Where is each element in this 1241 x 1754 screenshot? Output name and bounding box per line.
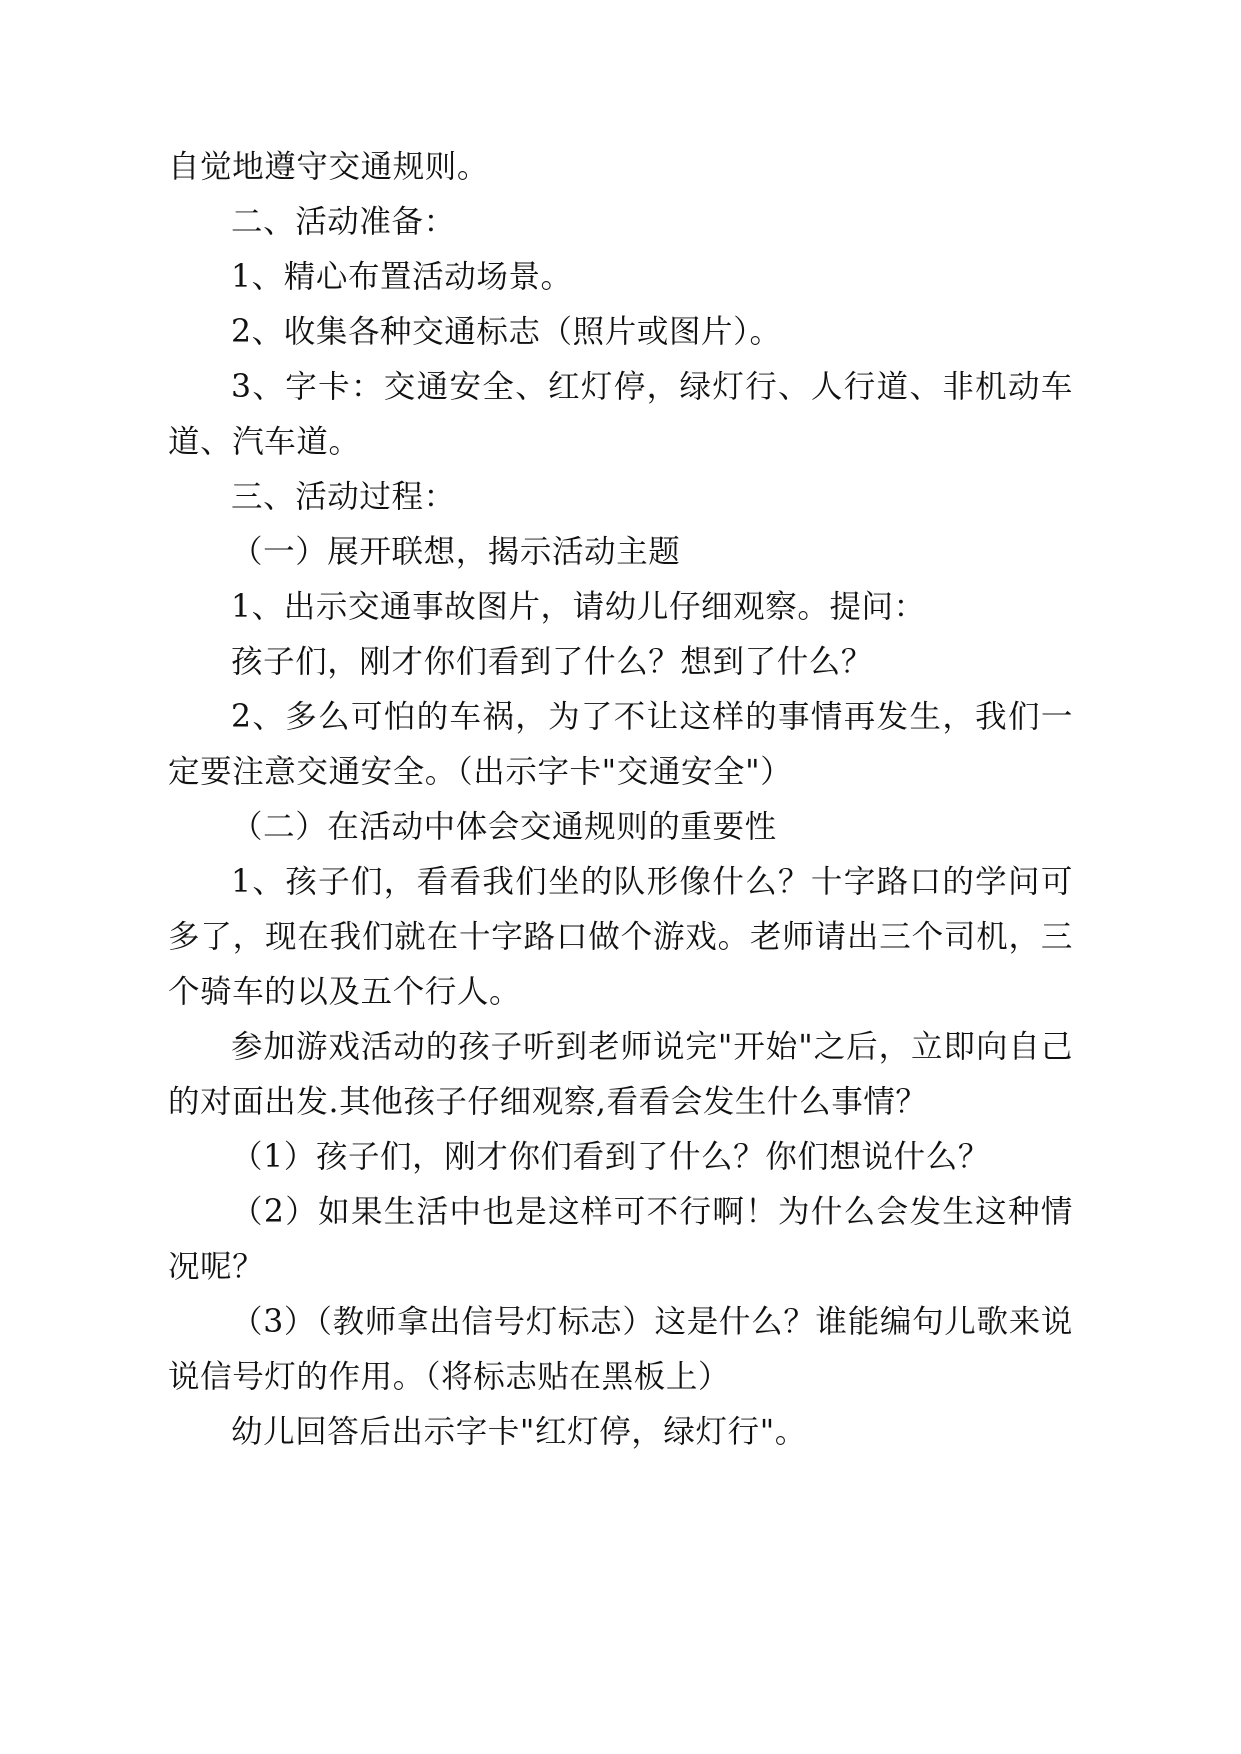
paragraph: 1、出示交通事故图片，请幼儿仔细观察。提问：	[231, 589, 926, 625]
paragraph: 1、孩子们，看看我们坐的队形像什么？十字路口的学问可多了，现在我们就在十字路口做个游戏。老师请出三个司机，三个骑车的以及五个行人。	[168, 864, 1073, 1010]
paragraph: 参加游戏活动的孩子听到老师说完"开始"之后，立即向自己的对面出发.其他孩子仔细观察,看看会发生什么事情？	[168, 1029, 1073, 1120]
paragraph: 2、多么可怕的车祸，为了不让这样的事情再发生，我们一定要注意交通安全。（出示字卡"交通安全"）	[168, 699, 1073, 790]
paragraph: 幼儿回答后出示字卡"红灯停，绿灯行"。	[231, 1414, 807, 1450]
paragraph: （1）孩子们，刚才你们看到了什么？你们想说什么？	[231, 1139, 990, 1175]
paragraph: 3、字卡：交通安全、红灯停，绿灯行、人行道、非机动车道、汽车道。	[168, 369, 1073, 460]
paragraph: （2）如果生活中也是这样可不行啊！为什么会发生这种情况呢？	[168, 1194, 1073, 1285]
paragraph: 2、收集各种交通标志（照片或图片）。	[231, 314, 782, 350]
paragraph: 三、活动过程：	[231, 479, 456, 515]
document-body	[168, 140, 1073, 1460]
paragraph: 二、活动准备：	[231, 204, 456, 240]
paragraph: 自觉地遵守交通规则。	[168, 149, 490, 185]
paragraph: （二）在活动中体会交通规则的重要性	[231, 809, 777, 845]
paragraph: 1、精心布置活动场景。	[231, 259, 573, 295]
paragraph: （一）展开联想，揭示活动主题	[231, 534, 681, 570]
paragraph: （3）（教师拿出信号灯标志）这是什么？谁能编句儿歌来说说信号灯的作用。（将标志贴在黑板上）	[168, 1304, 1073, 1395]
paragraph: 孩子们，刚才你们看到了什么？想到了什么？	[231, 644, 874, 680]
